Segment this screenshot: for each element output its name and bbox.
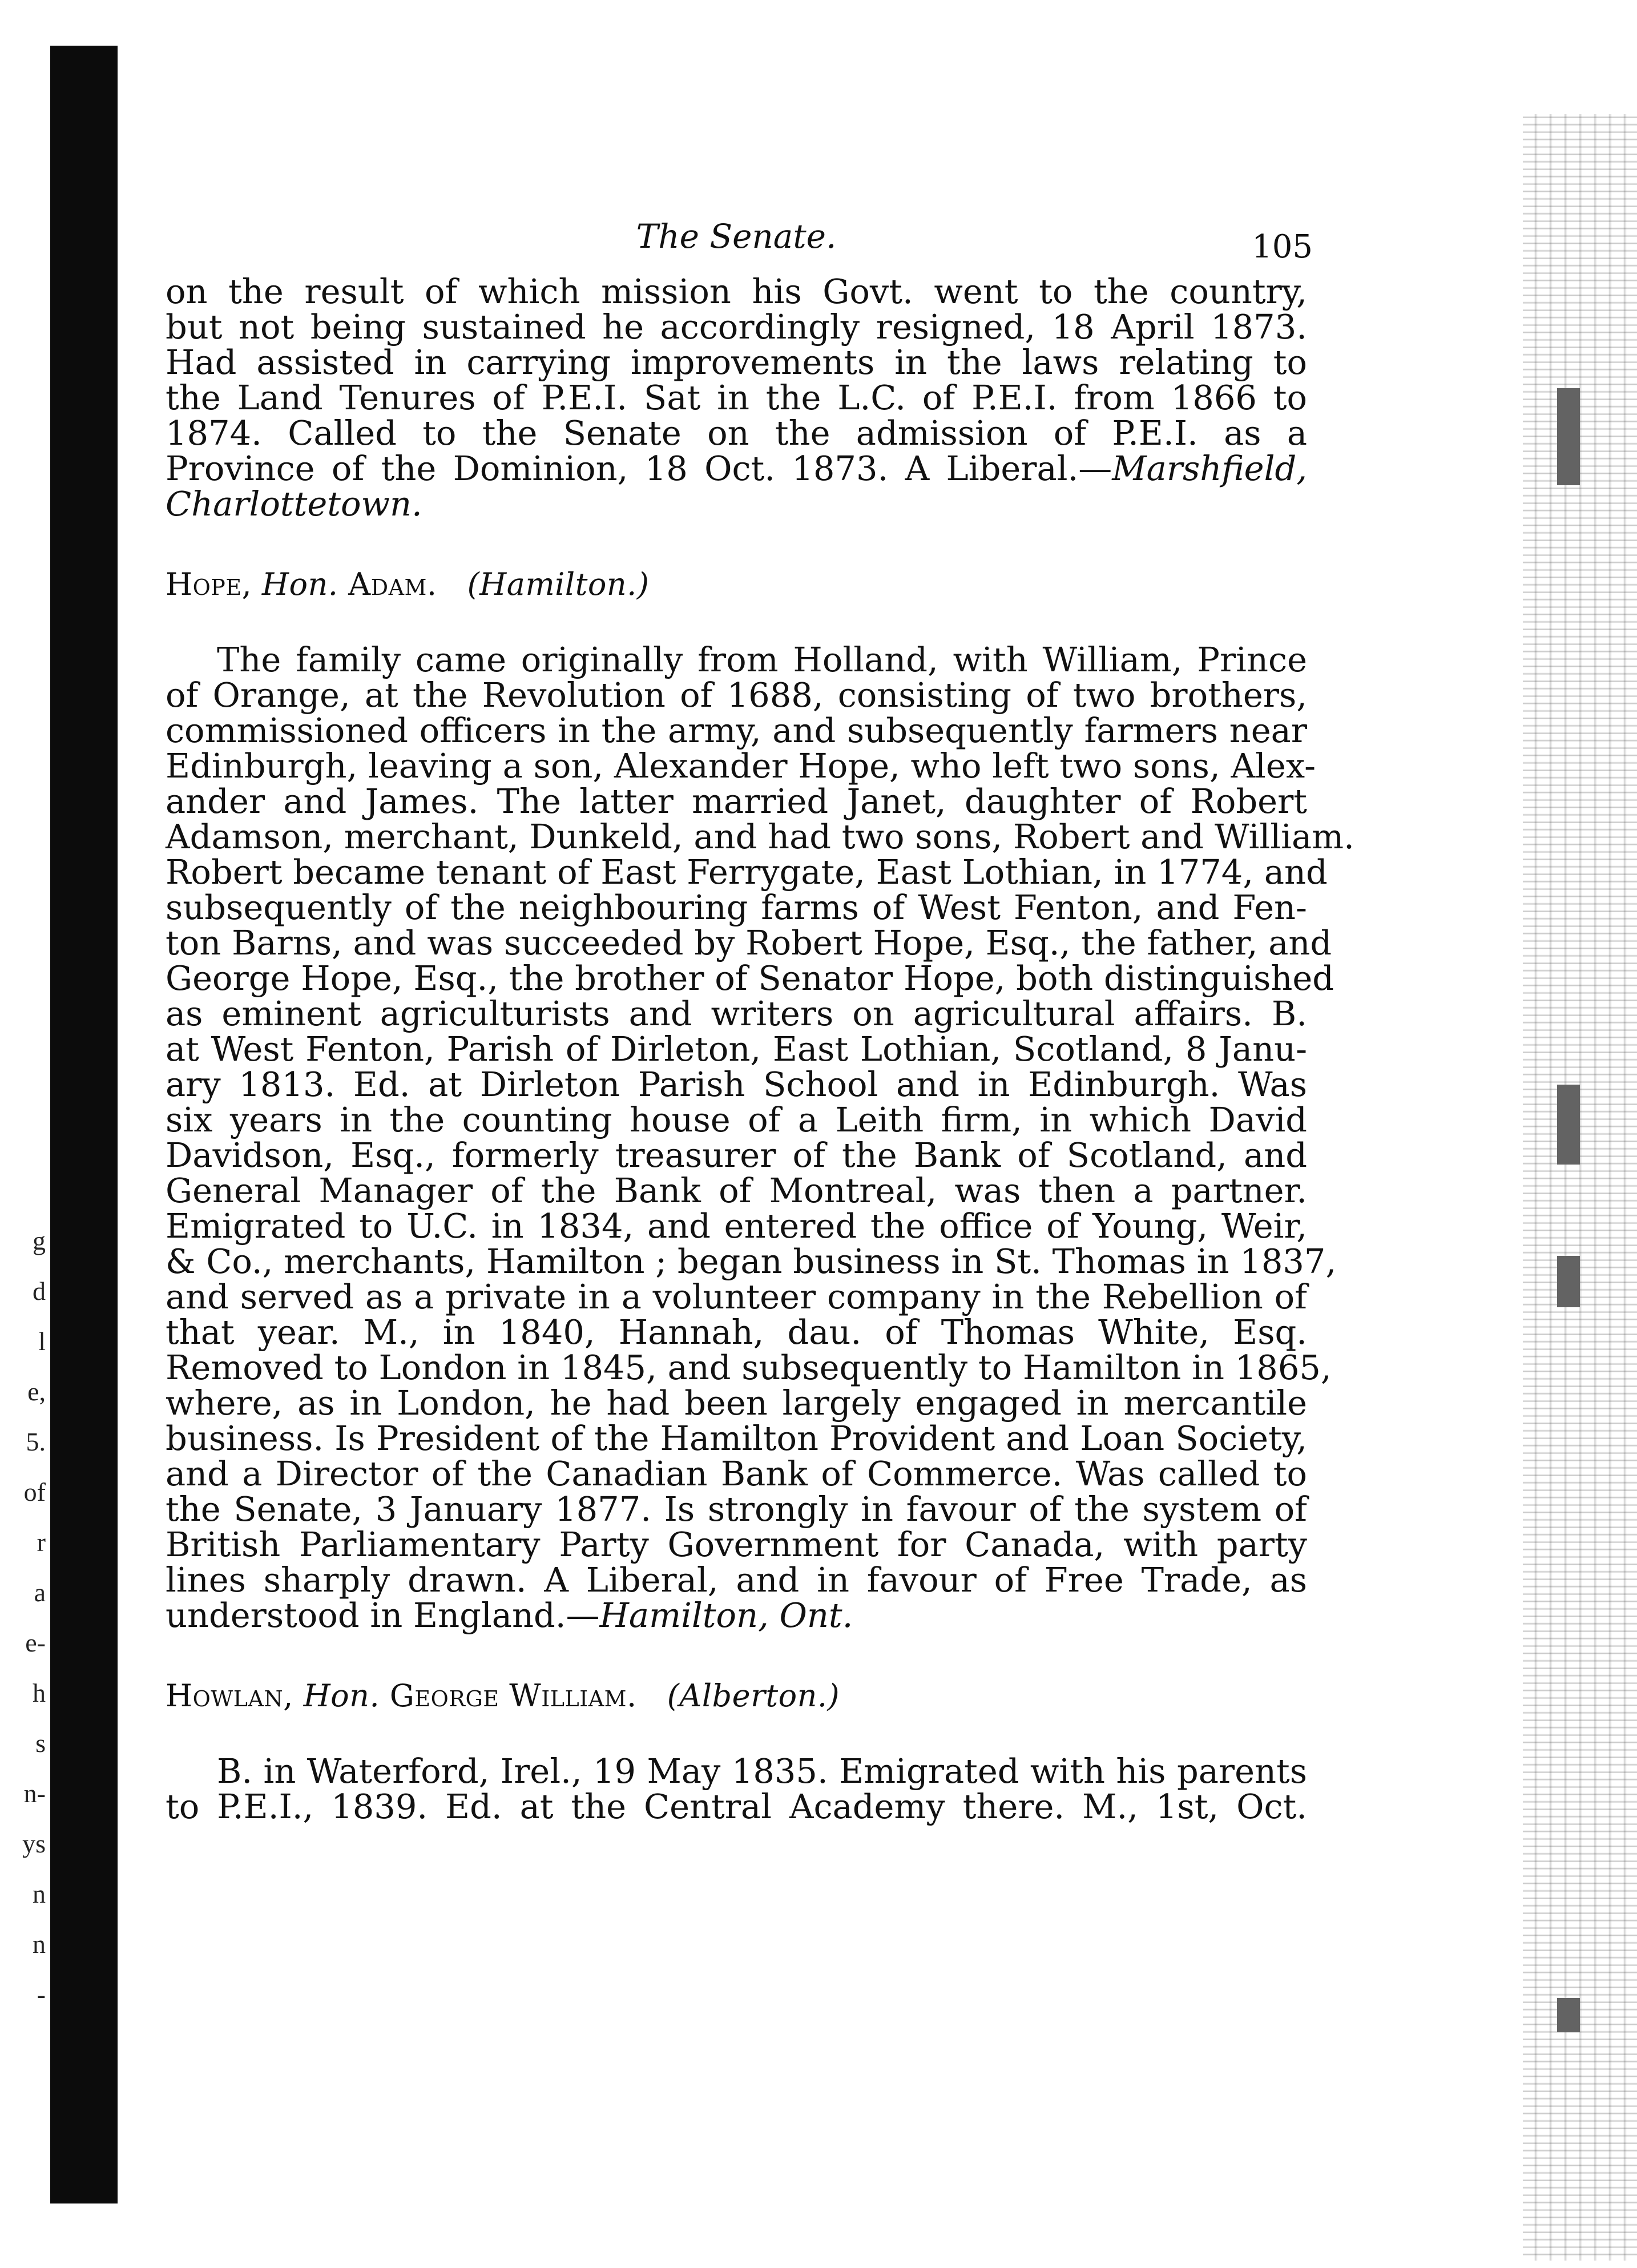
text-line: Emigrated to U.C. in 1834, and entered the office of Young, Weir, <box>166 1206 1307 1246</box>
entry-honorific: Hon. <box>303 1678 380 1714</box>
margin-fragment: 5. <box>26 1427 46 1456</box>
text-line: & Co., merchants, Hamilton ; began business in St. Thomas in 1837, <box>166 1242 1337 1281</box>
text-line: Davidson, Esq., formerly treasurer of the Bank of Scotland, and <box>166 1135 1307 1175</box>
text-segment: Province of the Dominion, 18 Oct. 1873. A Liberal.— <box>166 449 1112 488</box>
text-line: of Orange, at the Revolution of 1688, consisting of two brothers, <box>166 675 1307 715</box>
margin-fragment: h <box>33 1678 46 1707</box>
text-line: the Senate, 3 January 1877. Is strongly in favour of the system of <box>166 1489 1307 1529</box>
text-line: that year. M., in 1840, Hannah, dau. of Thomas White, Esq. <box>166 1312 1307 1352</box>
text-line: British Parliamentary Party Government for Canada, with party <box>166 1525 1307 1564</box>
scan-noise-bar <box>1557 1256 1580 1307</box>
text-line: Had assisted in carrying improvements in the laws relating to <box>166 343 1307 382</box>
margin-fragment: n- <box>23 1779 46 1808</box>
text-line: Robert became tenant of East Ferrygate, East Lothian, in 1774, and <box>166 852 1328 892</box>
entry-honorific: Hon. <box>261 566 338 602</box>
margin-fragment: g <box>33 1226 46 1255</box>
entry-given-name: George William. <box>389 1678 637 1714</box>
margin-fragment: r <box>37 1528 46 1557</box>
scan-noise-bar <box>1557 388 1580 485</box>
margin-fragment: a <box>34 1578 46 1607</box>
entry-heading-howlan <box>166 1678 1307 1714</box>
text-line: George Hope, Esq., the brother of Senator Hope, both distinguished <box>166 958 1334 998</box>
margin-fragment: d <box>33 1276 46 1306</box>
text-line <box>166 1598 1307 1633</box>
text-line: business. Is President of the Hamilton Provident and Loan Society, <box>166 1419 1307 1458</box>
residence-italic: Hamilton, Ont. <box>599 1596 853 1635</box>
text-line: on the result of which mission his Govt. went to the country, <box>166 272 1307 311</box>
entry-surname: Howlan, <box>166 1678 293 1714</box>
margin-fragment: of <box>23 1477 46 1506</box>
text-line: Removed to London in 1845, and subsequently to Hamilton in 1865, <box>166 1348 1332 1387</box>
entry-body-howlan <box>166 1751 1307 1826</box>
margin-fragment: n <box>33 1879 46 1908</box>
book-page <box>166 206 1354 1826</box>
page-number: 105 <box>1252 228 1313 265</box>
scan-edge-noise <box>1523 114 1637 2261</box>
text-line: the Land Tenures of P.E.I. Sat in the L.C. of P.E.I. from 1866 to <box>166 378 1307 417</box>
text-segment: understood in England.— <box>166 1596 600 1635</box>
text-line: ander and James. The latter married Janet, daughter of Robert <box>166 781 1307 821</box>
margin-fragment: e- <box>25 1628 46 1657</box>
residence-italic: Marshfield, <box>1112 449 1307 488</box>
text-line: Edinburgh, leaving a son, Alexander Hope, who left two sons, Alex- <box>166 746 1316 785</box>
text-line: to P.E.I., 1839. Ed. at the Central Academy there. M., 1st, Oct. <box>166 1787 1307 1826</box>
margin-fragment: - <box>37 1980 46 2009</box>
running-title: The Senate. <box>636 217 837 256</box>
running-head <box>166 206 1313 274</box>
previous-page-margin-fragments <box>0 1216 46 2020</box>
text-line: where, as in London, he had been largely engaged in mercantile <box>166 1383 1307 1423</box>
continued-entry-paragraph <box>166 274 1307 522</box>
entry-place: (Hamilton.) <box>467 566 650 602</box>
text-line: lines sharply drawn. A Liberal, and in favour of Free Trade, as <box>166 1560 1307 1600</box>
margin-fragment: l <box>38 1327 46 1356</box>
text-line: B. in Waterford, Irel., 19 May 1835. Emigrated with his parents <box>217 1751 1307 1791</box>
scan-noise-bar <box>1557 1085 1580 1165</box>
residence-line: Charlottetown. <box>166 484 422 523</box>
text-line: but not being sustained he accordingly resigned, 18 April 1873. <box>166 307 1307 347</box>
text-line: subsequently of the neighbouring farms of West Fenton, and Fen- <box>166 888 1307 927</box>
text-line: as eminent agriculturists and writers on agricultural affairs. B. <box>166 994 1307 1033</box>
margin-fragment: e, <box>27 1377 46 1406</box>
entry-surname: Hope, <box>166 566 252 602</box>
text-line <box>166 451 1307 486</box>
scan-noise-bar <box>1557 1998 1580 2032</box>
text-line: and served as a private in a volunteer company in the Rebellion of <box>166 1277 1307 1316</box>
margin-fragment: ys <box>22 1829 46 1858</box>
text-line: General Manager of the Bank of Montreal, was then a partner. <box>166 1171 1307 1210</box>
text-line: ton Barns, and was succeeded by Robert Hope, Esq., the father, and <box>166 923 1332 962</box>
text-line: and a Director of the Canadian Bank of Commerce. Was called to <box>166 1454 1307 1493</box>
text-line: The family came originally from Holland, with William, Prince <box>217 640 1307 679</box>
margin-fragment: n <box>33 1929 46 1959</box>
text-line: at West Fenton, Parish of Dirleton, East Lothian, Scotland, 8 Janu- <box>166 1029 1307 1069</box>
entry-body-hope <box>166 640 1354 1635</box>
text-line: Adamson, merchant, Dunkeld, and had two sons, Robert and William. <box>166 817 1354 856</box>
text-line: ary 1813. Ed. at Dirleton Parish School and in Edinburgh. Was <box>166 1065 1307 1104</box>
margin-fragment: s <box>35 1729 46 1758</box>
text-line: commissioned officers in the army, and subsequently farmers near <box>166 711 1307 750</box>
text-line: six years in the counting house of a Leith firm, in which David <box>166 1100 1307 1139</box>
entry-place: (Alberton.) <box>667 1678 840 1714</box>
entry-given-name: Adam. <box>348 566 437 602</box>
entry-heading-hope <box>166 566 1307 602</box>
text-line: 1874. Called to the Senate on the admission of P.E.I. as a <box>166 413 1307 453</box>
book-binding-shadow <box>50 46 118 2203</box>
